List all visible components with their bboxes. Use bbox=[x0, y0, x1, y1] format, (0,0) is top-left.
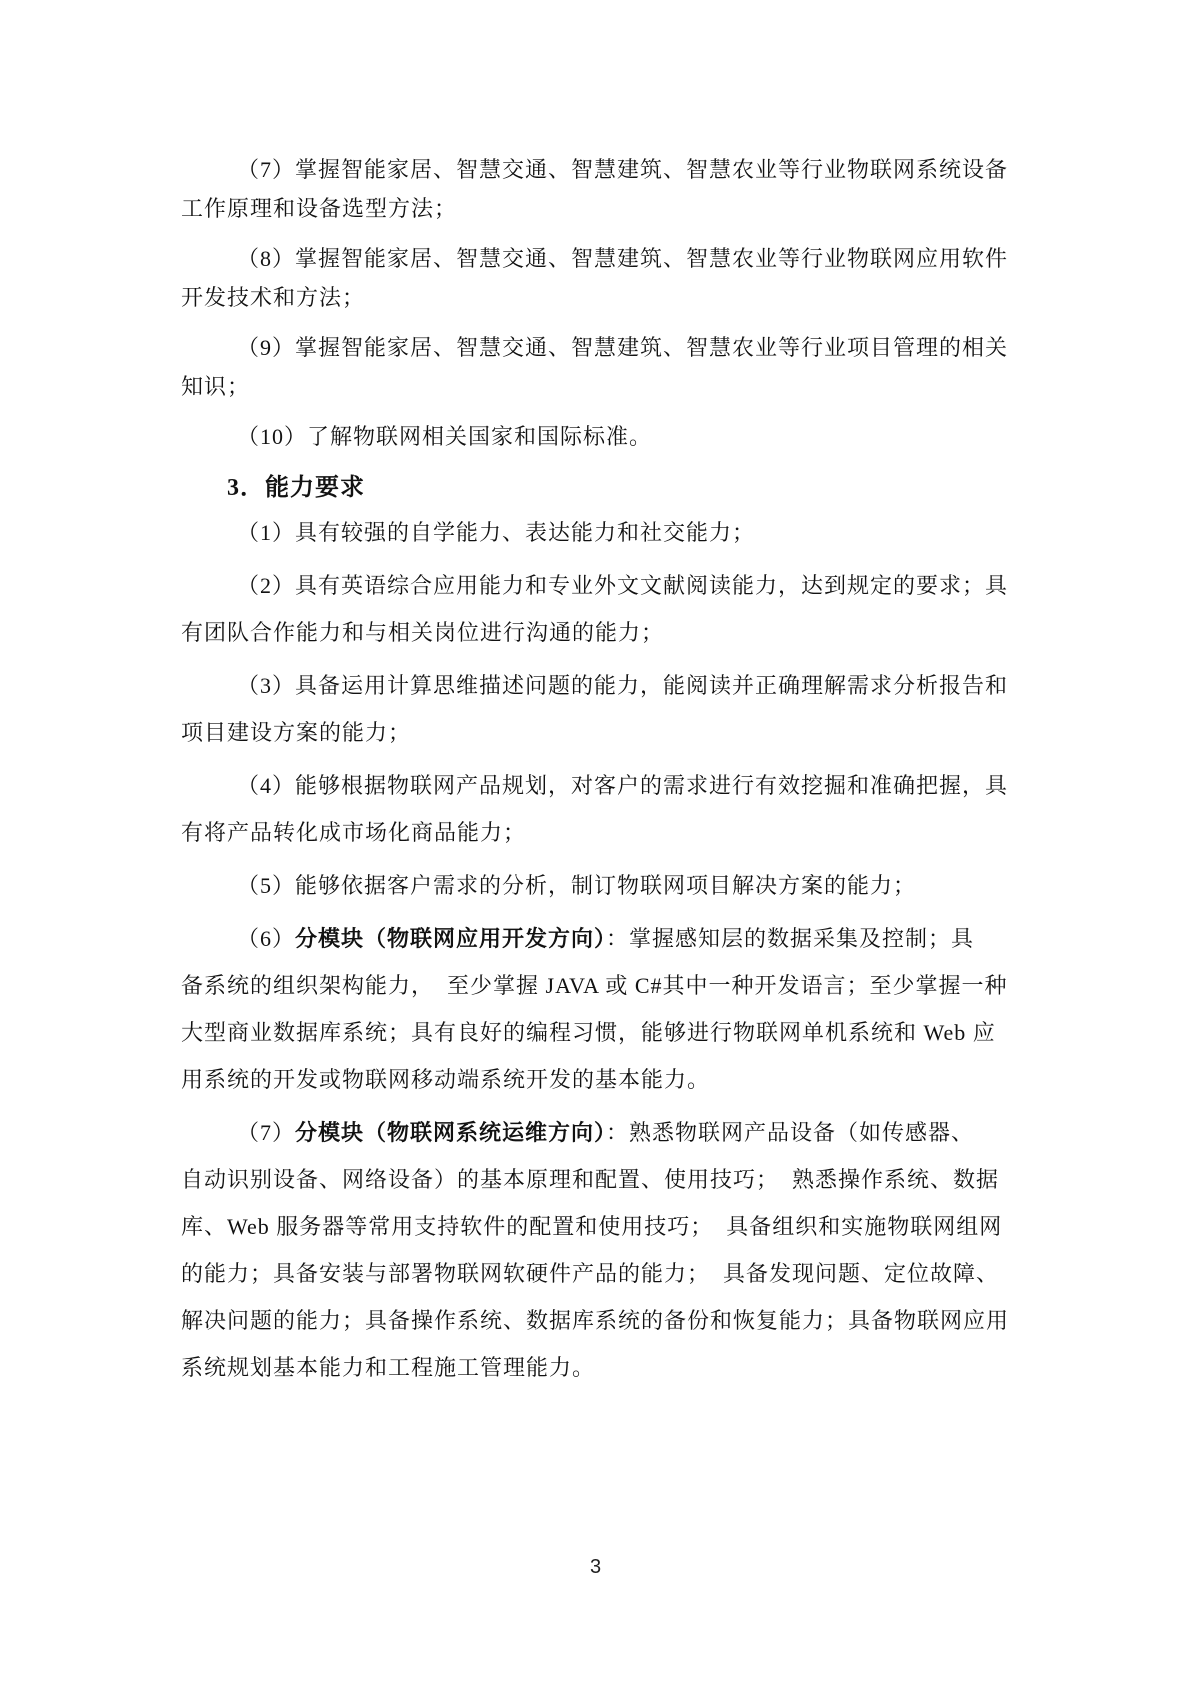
paragraph-ability-2 bbox=[181, 562, 1011, 656]
text-line bbox=[181, 915, 1011, 962]
module-direction-bold-label: 分模块（物联网应用开发方向） bbox=[295, 926, 607, 951]
paragraph-item-10 bbox=[181, 417, 1011, 456]
text-line: （4）能够根据物联网产品规划，对客户的需求进行有效挖掘和准确把握，具 bbox=[237, 773, 1009, 798]
text-line: 系统规划基本能力和工程施工管理能力。 bbox=[181, 1355, 596, 1380]
ability-requirements-section bbox=[181, 509, 1011, 1391]
paragraph-item-8 bbox=[181, 239, 1011, 317]
text-line: 项目建设方案的能力； bbox=[181, 720, 412, 745]
text-line: 解决问题的能力；具备操作系统、数据库系统的备份和恢复能力；具备物联网应用 bbox=[181, 1308, 1010, 1333]
text-run: ：掌握感知层的数据采集及控制；具 bbox=[606, 926, 975, 951]
text-line: （2）具有英语综合应用能力和专业外文文献阅读能力，达到规定的要求；具 bbox=[237, 573, 1009, 598]
text-line: 有团队合作能力和与相关岗位进行沟通的能力； bbox=[181, 620, 665, 645]
text-line: 知识； bbox=[181, 374, 251, 399]
paragraph-ability-3 bbox=[181, 662, 1011, 756]
text-line: 库、Web 服务器等常用支持软件的配置和使用技巧； 具备组织和实施物联网组网 bbox=[181, 1214, 1003, 1239]
paragraph-ability-7 bbox=[181, 1109, 1011, 1391]
text-line: （7）掌握智能家居、智慧交通、智慧建筑、智慧农业等行业物联网系统设备 bbox=[237, 157, 1009, 182]
section-heading: 3．能力要求 bbox=[227, 475, 365, 501]
text-line: 用系统的开发或物联网移动端系统开发的基本能力。 bbox=[181, 1067, 711, 1092]
text-line: 大型商业数据库系统；具有良好的编程习惯，能够进行物联网单机系统和 Web 应 bbox=[181, 1020, 996, 1045]
paragraph-item-7 bbox=[181, 150, 1011, 228]
text-line bbox=[181, 1109, 1011, 1156]
page-content bbox=[181, 150, 1011, 1391]
item-number: （6） bbox=[237, 926, 296, 951]
text-run: ：熟悉物联网产品设备（如传感器、 bbox=[606, 1120, 975, 1145]
paragraph-ability-5 bbox=[181, 862, 1011, 909]
module-direction-bold-label: 分模块（物联网系统运维方向） bbox=[295, 1120, 607, 1145]
text-line: 自动识别设备、网络设备）的基本原理和配置、使用技巧； 熟悉操作系统、数据 bbox=[181, 1167, 1000, 1192]
text-line: （10）了解物联网相关国家和国际标准。 bbox=[237, 424, 653, 449]
text-line: 工作原理和设备选型方法； bbox=[181, 196, 458, 221]
text-line: 开发技术和方法； bbox=[181, 285, 366, 310]
paragraph-ability-4 bbox=[181, 762, 1011, 856]
text-line: 有将产品转化成市场化商品能力； bbox=[181, 820, 527, 845]
text-line: （9）掌握智能家居、智慧交通、智慧建筑、智慧农业等行业项目管理的相关 bbox=[237, 335, 1009, 360]
text-line: （8）掌握智能家居、智慧交通、智慧建筑、智慧农业等行业物联网应用软件 bbox=[237, 246, 1009, 271]
section2-continuation bbox=[181, 150, 1011, 456]
paragraph-ability-6 bbox=[181, 915, 1011, 1103]
text-line: （5）能够依据客户需求的分析，制订物联网项目解决方案的能力； bbox=[237, 873, 917, 898]
text-line: 备系统的组织架构能力， 至少掌握 JAVA 或 C#其中一种开发语言；至少掌握一种 bbox=[181, 973, 1008, 998]
item-number: （7） bbox=[237, 1120, 296, 1145]
paragraph-ability-1 bbox=[181, 509, 1011, 556]
paragraph-item-9 bbox=[181, 328, 1011, 406]
text-line: 的能力；具备安装与部署物联网软硬件产品的能力； 具备发现问题、定位故障、 bbox=[181, 1261, 1000, 1286]
page-number: 3 bbox=[589, 1556, 602, 1578]
text-line: （1）具有较强的自学能力、表达能力和社交能力； bbox=[237, 520, 756, 545]
text-line: （3）具备运用计算思维描述问题的能力，能阅读并正确理解需求分析报告和 bbox=[237, 673, 1009, 698]
